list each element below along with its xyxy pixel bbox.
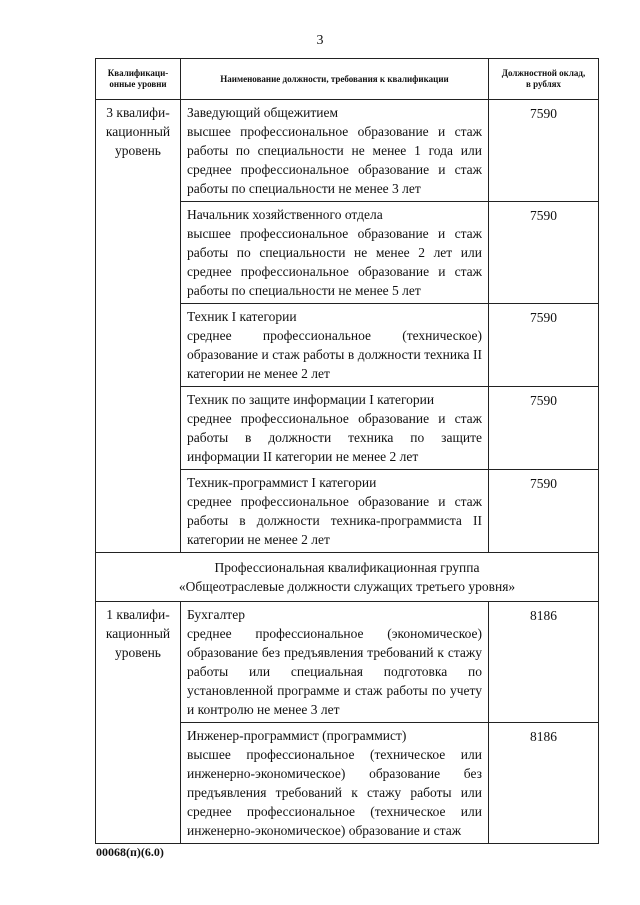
salary-cell: 7590 — [489, 202, 599, 304]
position-title: Инженер-программист (программист) — [187, 728, 407, 743]
table-row — [96, 100, 599, 202]
position-cell — [181, 202, 489, 304]
page-number: 3 — [316, 33, 324, 48]
document-code: 00068(п)(6.0) — [96, 845, 164, 859]
level-cell: 1 квалифи- кационный уровень — [96, 602, 181, 844]
position-title: Техник I категории — [187, 309, 297, 324]
position-title: Техник по защите информации I категории — [187, 392, 435, 407]
position-title: Заведующий общежитием — [187, 105, 339, 120]
position-cell — [181, 100, 489, 202]
salary-cell: 7590 — [489, 470, 599, 553]
salary-cell: 8186 — [489, 723, 599, 844]
level-cell: 3 квалифи- кационный уровень — [96, 100, 181, 553]
position-requirements: высшее профессиональное (техническое или инженерно-экономическое) образование без предъявления требований к стажу работы или среднее профессиональное (техническое или инженерно-экономическое) образование и стаж — [187, 747, 482, 838]
position-requirements: среднее профессиональное образование и стаж работы в должности техника по защите информации II категории не менее 2 лет — [187, 411, 482, 464]
group-heading-line2: «Общеотраслевые должности служащих третьего уровня» — [178, 579, 516, 594]
salary-cell: 7590 — [489, 100, 599, 202]
group-heading-row — [96, 553, 599, 602]
position-requirements: высшее профессиональное образование и стаж работы по специальности не менее 1 года или среднее профессиональное образование и стаж работы по специальности не менее 3 лет — [187, 124, 482, 196]
position-cell — [181, 602, 489, 723]
header-level: Квалификаци- онные уровни — [96, 59, 181, 100]
position-requirements: среднее профессиональное (техническое) образование и стаж работы в должности техника II категории не менее 2 лет — [187, 328, 482, 381]
position-title: Начальник хозяйственного отдела — [187, 207, 383, 222]
table-row — [96, 602, 599, 723]
group-heading-line1: Профессиональная квалификационная группа — [214, 560, 480, 575]
header-salary: Должностной оклад, в рублях — [489, 59, 599, 100]
salary-cell: 7590 — [489, 304, 599, 387]
position-requirements: высшее профессиональное образование и стаж работы по специальности не менее 2 лет или среднее профессиональное образование и стаж работы по специальности не менее 5 лет — [187, 226, 482, 298]
position-requirements: среднее профессиональное образование и стаж работы в должности техника-программиста II категории не менее 2 лет — [187, 494, 482, 547]
header-position: Наименование должности, требования к квалификации — [181, 59, 489, 100]
position-cell — [181, 304, 489, 387]
qualification-table — [95, 58, 599, 844]
position-requirements: среднее профессиональное (экономическое) образование без предъявления требований к стажу работы или специальная подготовка по установленной программе и стаж работы по учету и контролю не менее 3 лет — [187, 626, 482, 717]
position-cell — [181, 387, 489, 470]
salary-cell: 7590 — [489, 387, 599, 470]
position-title: Бухгалтер — [187, 607, 245, 622]
position-cell — [181, 723, 489, 844]
position-cell — [181, 470, 489, 553]
position-title: Техник-программист I категории — [187, 475, 377, 490]
salary-cell: 8186 — [489, 602, 599, 723]
table-header-row — [96, 59, 599, 100]
group-heading — [96, 553, 599, 602]
